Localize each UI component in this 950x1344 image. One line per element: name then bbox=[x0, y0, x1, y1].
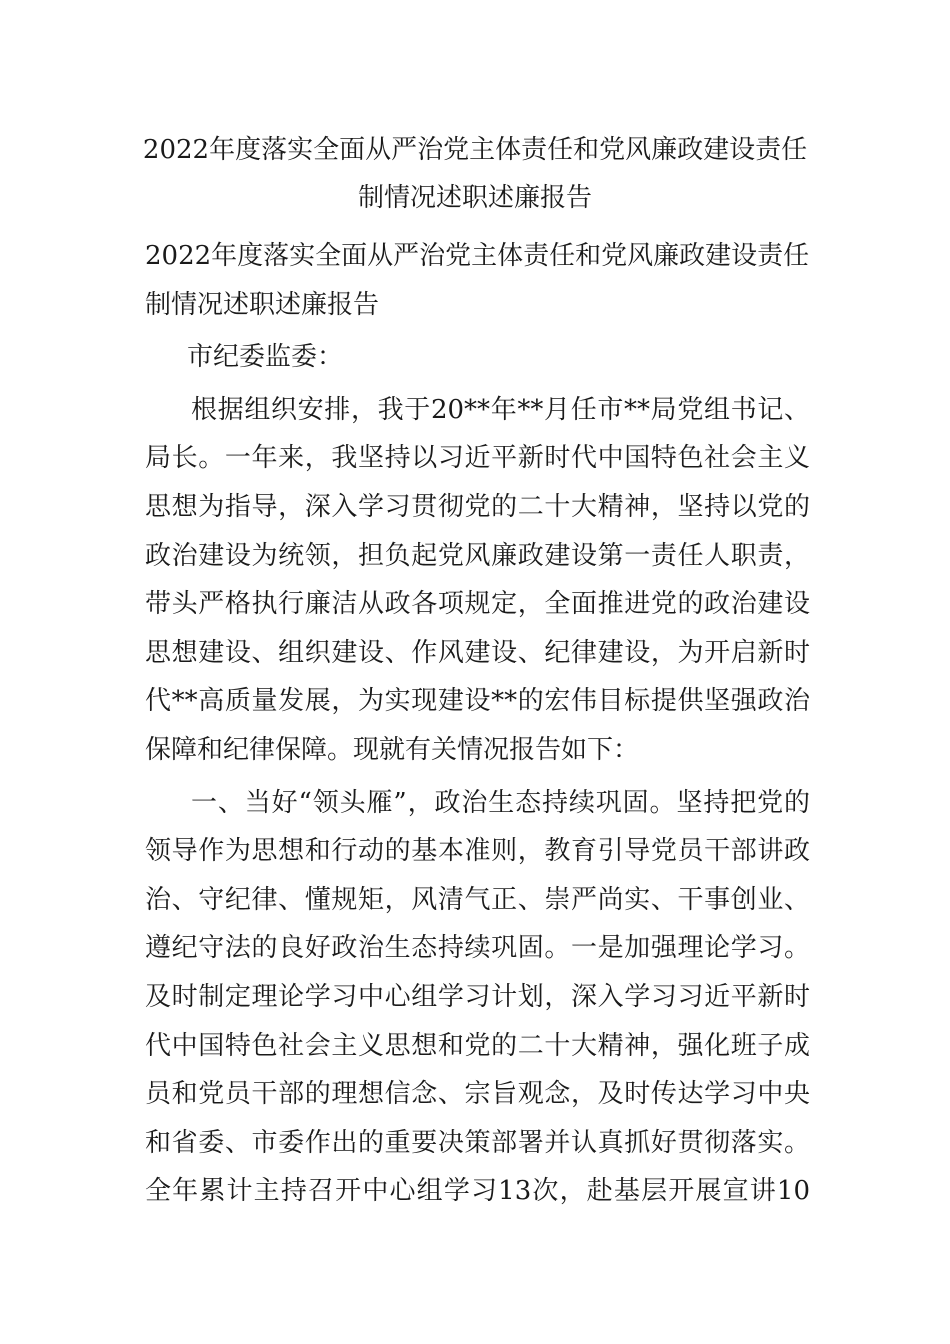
paragraph-line: 及时制定理论学习中心组学习计划，深入学习习近平新时 bbox=[145, 981, 810, 1012]
paragraph-intro bbox=[145, 386, 810, 775]
paragraph-line: 遵纪守法的良好政治生态持续巩固。一是加强理论学习。 bbox=[145, 933, 810, 964]
paragraph-line: 领导作为思想和行动的基本准则，教育引导党员干部讲政 bbox=[145, 836, 810, 867]
paragraph-line: 和省委、市委作出的重要决策部署并认真抓好贯彻落实。 bbox=[145, 1127, 810, 1158]
document-body bbox=[145, 232, 810, 1216]
paragraph-line: 保障和纪律保障。现就有关情况报告如下： bbox=[145, 734, 640, 765]
document-heading bbox=[145, 232, 810, 329]
paragraph-section-one bbox=[145, 779, 810, 1216]
heading-line-2: 制情况述职述廉报告 bbox=[145, 289, 380, 320]
document-title bbox=[140, 126, 810, 222]
paragraph-line: 带头严格执行廉洁从政各项规定，全面推进党的政治建设 bbox=[145, 589, 810, 620]
paragraph-line: 代**高质量发展，为实现建设**的宏伟目标提供坚强政治 bbox=[145, 686, 810, 717]
title-line-2: 制情况述职述廉报告 bbox=[357, 183, 592, 213]
paragraph-line: 根据组织安排，我于20**年**月任市**局党组书记、 bbox=[191, 394, 810, 425]
paragraph-line: 治、守纪律、懂规矩，风清气正、崇严尚实、干事创业、 bbox=[145, 884, 810, 915]
paragraph-line: 政治建设为统领，担负起党风廉政建设第一责任人职责， bbox=[145, 540, 810, 571]
paragraph-line: 一、当好“领头雁”，政治生态持续巩固。坚持把党的 bbox=[191, 787, 810, 818]
paragraph-line: 全年累计主持召开中心组学习13次，赴基层开展宣讲10 bbox=[145, 1176, 810, 1207]
paragraph-line: 代中国特色社会主义思想和党的二十大精神，强化班子成 bbox=[145, 1030, 810, 1061]
title-line-1: 2022年度落实全面从严治党主体责任和党风廉政建设责任 bbox=[142, 135, 808, 165]
salutation: 市纪委监委： bbox=[187, 342, 344, 373]
heading-line-1: 2022年度落实全面从严治党主体责任和党风廉政建设责任 bbox=[145, 241, 810, 271]
paragraph-line: 思想建设、组织建设、作风建设、纪律建设，为开启新时 bbox=[145, 637, 810, 668]
paragraph-line: 局长。一年来，我坚持以习近平新时代中国特色社会主义 bbox=[145, 443, 810, 474]
paragraph-line: 员和党员干部的理想信念、宗旨观念，及时传达学习中央 bbox=[145, 1079, 810, 1110]
paragraph-line: 思想为指导，深入学习贯彻党的二十大精神，坚持以党的 bbox=[145, 491, 810, 522]
